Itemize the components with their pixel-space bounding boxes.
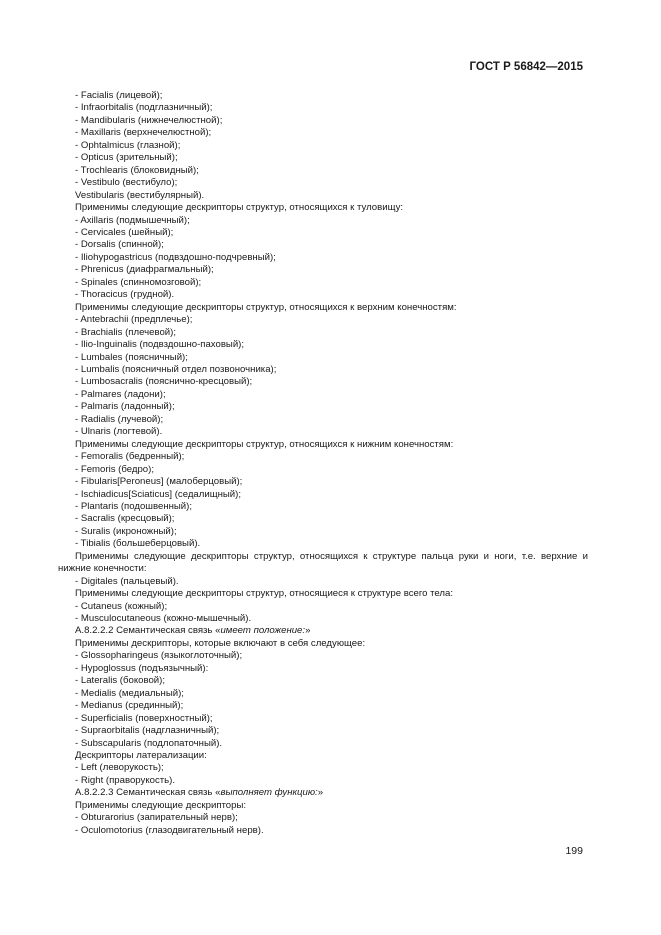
document-body [58,90,588,837]
list-item: - Iliohypogastricus (подвздошно-подчревный); [75,251,276,263]
list-item: - Dorsalis (спинной); [75,239,164,251]
list-item: - Opticus (зрительный); [75,152,178,164]
list-item: - Lumbosacralis (пояснично-кресцовый); [75,376,253,388]
paragraph: Применимы следующие дескрипторы: [75,799,247,811]
list-item: - Femoris (бедро); [75,463,155,475]
list-item: - Tibialis (большеберцовый). [75,538,201,550]
list-item: - Radialis (лучевой); [75,413,164,425]
list-item: - Phrenicus (диафрагмальный); [75,264,214,276]
section-heading [58,787,588,799]
list-item: - Antebrachii (предплечье); [75,314,193,326]
list-item: - Cutaneus (кожный); [75,600,168,612]
section-heading-text: A.8.2.2.3 Семантическая связь « [75,787,221,799]
list-item: - Palmares (ладони); [75,388,166,400]
list-item: - Digitales (пальцевый). [75,575,179,587]
section-heading [58,625,588,637]
list-item: - Right (праворукость). [75,774,176,786]
list-item: - Left (леворукость); [75,762,164,774]
list-item: - Subscapularis (подлопаточный). [75,737,223,749]
list-item: - Lumbales (поясничный); [75,351,188,363]
list-item: - Medialis (медиальный); [75,687,184,699]
list-item: - Vestibulo (вестибуло); [75,177,178,189]
relation-close: » [317,787,324,799]
list-item: - Oculomotorius (глазодвигательный нерв). [75,824,264,836]
list-item: - Infraorbitalis (подглазничный); [75,102,213,114]
list-item: - Ischiadicus[Sciaticus] (седалищный); [75,488,242,500]
page-number: 199 [565,845,583,857]
list-item: - Lateralis (боковой); [75,675,165,687]
list-item: - Hypoglossus (подъязычный): [75,662,209,674]
list-item: - Superficialis (поверхностный); [75,712,213,724]
list-item: - Obturarorius (запирательный нерв); [75,812,238,824]
list-item: - Sacralis (кресцовый); [75,513,175,525]
paragraph: Дескрипторы латерализации: [75,750,207,762]
list-item: - Ilio-Inguinalis (подвздошно-паховый); [75,339,245,351]
list-item: - Spinales (спинномозговой); [75,276,202,288]
list-item: - Lumbalis (поясничный отдел позвоночника); [75,363,277,375]
list-item: - Femoralis (бедренный); [75,451,185,463]
relation-name: выполняет функцию: [220,787,318,799]
paragraph: Применимы следующие дескрипторы структур, относящихся к туловищу: [75,202,404,214]
list-item: - Plantaris (подошвенный); [75,500,193,512]
relation-close: » [305,625,311,637]
paragraph: Применимы следующие дескрипторы структур, относящихся к нижним конечностям: [75,438,454,450]
list-item: - Ulnaris (логтевой). [75,426,163,438]
list-item: - Facialis (лицевой); [75,90,163,101]
list-item: - Ophtalmicus (глазной); [75,139,181,151]
list-item: - Supraorbitalis (надглазничный); [75,725,220,737]
paragraph: Применимы следующие дескрипторы структур, относящихся к структуре пальца руки и ноги, т.е. верхние и нижние конечности: [58,550,588,575]
list-item: - Cervicales (шейный); [75,226,174,238]
list-item: - Maxillaris (верхнечелюстной); [75,127,212,139]
relation-name: имеет положение: [220,625,306,637]
list-item: - Fibularis[Peroneus] (малоберцовый); [75,476,243,488]
list-item: - Brachialis (плечевой); [75,326,176,338]
list-item: - Palmaris (ладонный); [75,401,175,413]
list-item: - Trochlearis (блоковидный); [75,164,199,176]
list-item: - Musculocutaneous (кожно-мышечный). [75,613,252,625]
list-item: - Medianus (срединный); [75,700,184,712]
list-item: - Glossopharingeus (языкоглоточный); [75,650,243,662]
paragraph: Применимы дескрипторы, которые включают в себя следующее: [75,637,366,649]
paragraph: Применимы следующие дескрипторы структур, относящихся к верхним конечностям: [75,301,457,313]
section-heading-text: A.8.2.2.2 Семантическая связь « [75,625,221,637]
list-item: - Axillaris (подмышечный); [75,214,190,226]
list-item: - Suralis (икроножный); [75,525,177,537]
paragraph: Применимы следующие дескрипторы структур, относящиеся к структуре всего тела: [75,588,454,600]
document-code: ГОСТ Р 56842—2015 [469,61,583,73]
list-item: - Mandibularis (нижнечелюстной); [75,114,223,126]
list-item: Vestibularis (вестибулярный). [75,189,205,201]
list-item: - Thoracicus (грудной). [75,289,175,301]
